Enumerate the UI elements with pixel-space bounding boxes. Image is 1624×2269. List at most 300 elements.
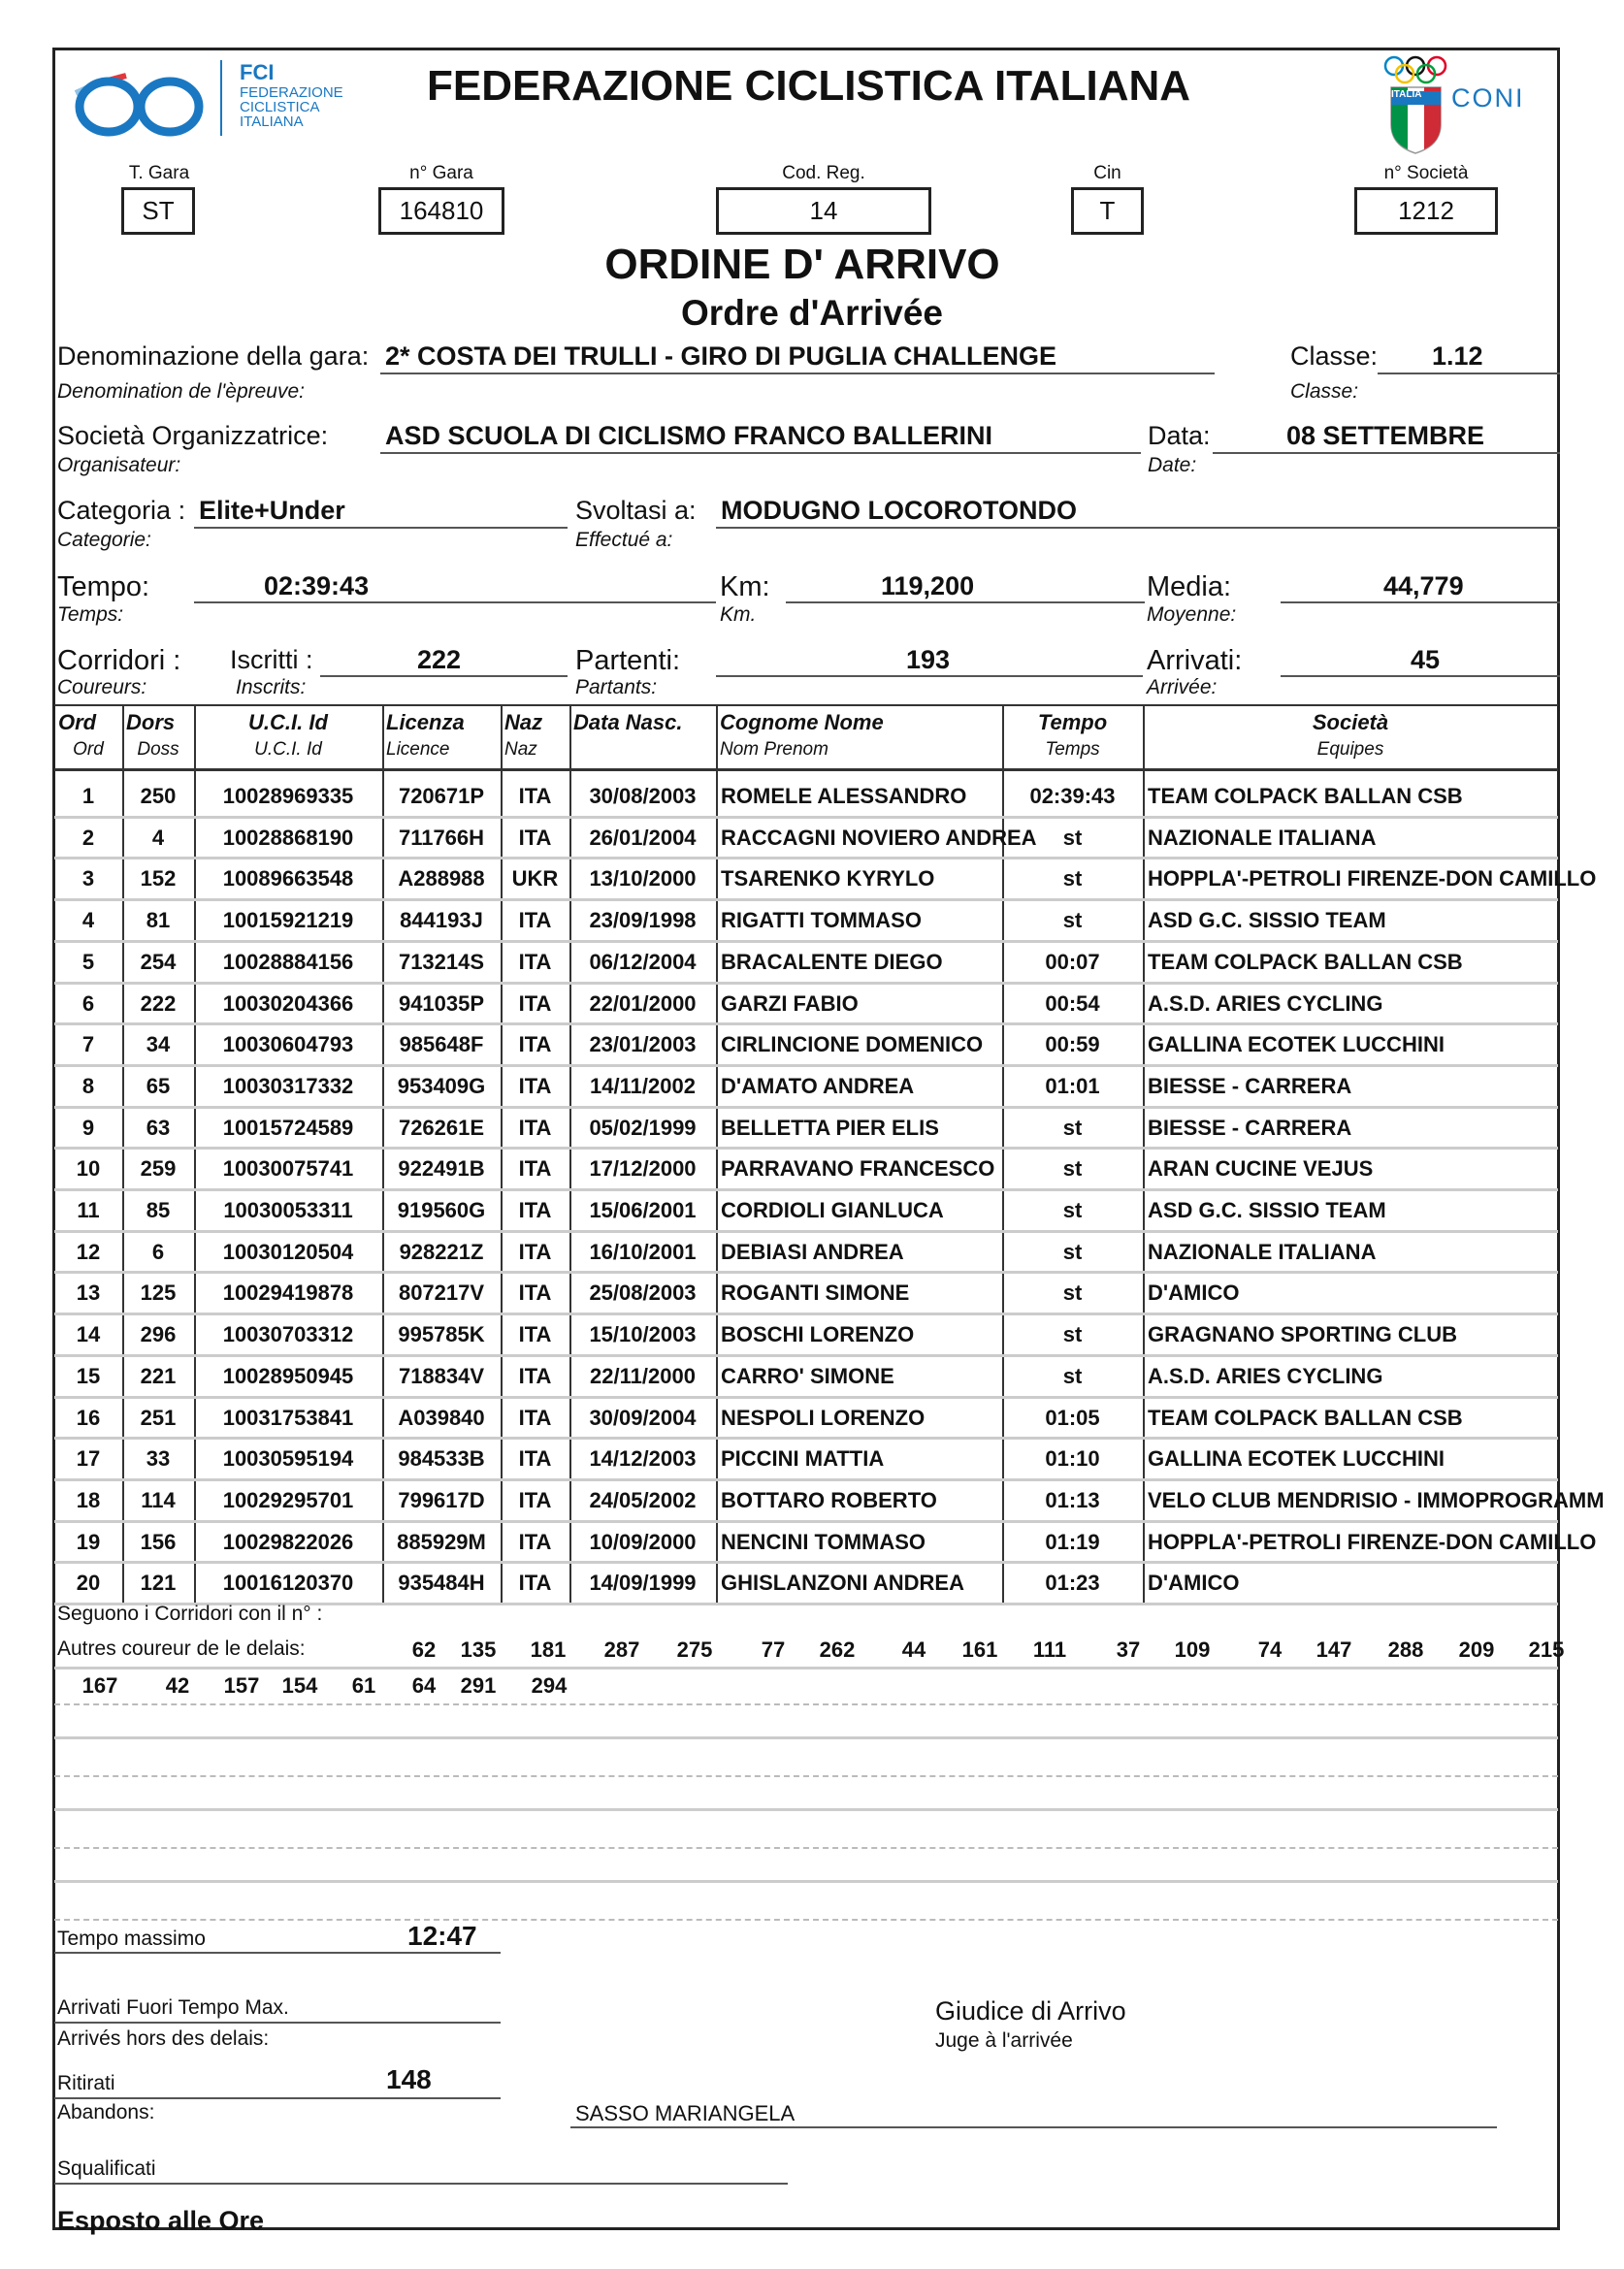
table-cell: 799617D — [398, 1487, 485, 1512]
part-sub: Partants: — [575, 676, 658, 698]
table-cell: A.S.D. ARIES CYCLING — [1148, 1363, 1383, 1388]
table-cell: 00:59 — [1045, 1032, 1100, 1057]
table-cell: 10028950945 — [222, 1363, 354, 1388]
table-cell: 10029295701 — [222, 1487, 354, 1512]
table-cell: 06/12/2004 — [589, 949, 697, 974]
column-header: Licenza — [386, 710, 465, 734]
table-row — [54, 1273, 1558, 1312]
table-cell: 10030604793 — [222, 1032, 354, 1057]
table-cell: 10030053311 — [223, 1198, 353, 1222]
table-cell: 02:39:43 — [1029, 784, 1116, 808]
table-row — [54, 1356, 1558, 1395]
classe-label: Classe: — [1290, 341, 1379, 371]
table-cell: ITA — [518, 1322, 552, 1347]
table-cell: CIRLINCIONE DOMENICO — [721, 1032, 984, 1057]
table-cell: st — [1062, 1156, 1083, 1182]
ritirati-label: Ritirati — [57, 2072, 115, 2094]
table-cell: GALLINA ECOTEK LUCCHINI — [1148, 1446, 1445, 1472]
table-cell: 984533B — [398, 1446, 485, 1472]
following-rule-line — [54, 1880, 1558, 1883]
table-cell: 14 — [76, 1322, 101, 1347]
table-cell: 152 — [140, 866, 177, 891]
table-cell: HOPPLA'-PETROLI FIRENZE-DON CAMILLO — [1148, 1529, 1597, 1554]
table-cell: 10028884156 — [222, 949, 354, 974]
giudice-label: Giudice di Arrivo — [935, 1996, 1126, 2026]
table-cell: 5 — [81, 949, 95, 974]
column-header: Data Nasc. — [573, 710, 683, 734]
table-cell: 24/05/2002 — [589, 1487, 697, 1512]
iscr-value: 222 — [417, 645, 462, 674]
table-cell: 30/09/2004 — [589, 1405, 697, 1430]
following-rule-line — [54, 1736, 1558, 1739]
table-row — [54, 1439, 1558, 1477]
t-gara-label: T. Gara — [128, 163, 190, 183]
table-row — [54, 1480, 1605, 1519]
table-cell: 922491B — [398, 1156, 485, 1182]
olympic-rings-icon — [1382, 54, 1450, 83]
table-cell: CARRO' SIMONE — [721, 1363, 894, 1388]
tempo-max-label: Tempo massimo — [57, 1928, 206, 1950]
table-cell: TEAM COLPACK BALLAN CSB — [1148, 949, 1463, 974]
column-header: Naz — [504, 710, 543, 734]
giudice-sub: Juge à l'arrivée — [935, 2029, 1073, 2052]
table-cell: ASD G.C. SISSIO TEAM — [1148, 908, 1386, 933]
data-value: 08 SETTEMBRE — [1286, 421, 1485, 450]
table-cell: NENCINI TOMMASO — [721, 1529, 926, 1554]
n-gara-label: n° Gara — [409, 163, 473, 183]
table-cell: 250 — [140, 784, 177, 808]
table-cell: st — [1062, 825, 1083, 850]
table-cell: ROMELE ALESSANDRO — [721, 784, 967, 808]
following-rule-line — [54, 1667, 1558, 1669]
sub-heading: Ordre d'Arrivée — [681, 293, 943, 333]
table-cell: st — [1062, 1322, 1083, 1347]
table-cell: A.S.D. ARIES CYCLING — [1148, 990, 1383, 1016]
table-cell: BIESSE - CARRERA — [1148, 1115, 1352, 1140]
table-cell: ITA — [518, 949, 552, 974]
table-cell: 01:01 — [1045, 1073, 1100, 1098]
table-cell: D'AMICO — [1148, 1280, 1240, 1306]
following-number: 42 — [165, 1673, 190, 1698]
table-cell: 4 — [81, 908, 95, 933]
table-cell: 985648F — [399, 1032, 484, 1057]
column-header: Dors — [126, 710, 176, 734]
data-label: Data: — [1148, 421, 1211, 450]
table-cell: 16/10/2001 — [589, 1239, 697, 1264]
table-cell: D'AMICO — [1148, 1571, 1240, 1596]
table-cell: 2 — [81, 825, 95, 850]
table-cell: 25/08/2003 — [589, 1280, 697, 1306]
table-cell: 10030075741 — [222, 1156, 354, 1182]
following-number: 44 — [901, 1637, 926, 1662]
column-header: Cognome Nome — [720, 710, 884, 734]
following-number: 64 — [411, 1673, 437, 1698]
following-number: 294 — [531, 1673, 568, 1698]
following-number: 215 — [1528, 1637, 1565, 1662]
table-cell: CORDIOLI GIANLUCA — [721, 1198, 944, 1222]
table-cell: ITA — [518, 908, 552, 933]
following-number: 109 — [1174, 1637, 1211, 1662]
cin-box: T — [1071, 187, 1144, 235]
table-cell: 10030703312 — [222, 1322, 354, 1347]
table-cell: 6 — [81, 990, 95, 1016]
table-cell: 259 — [140, 1156, 177, 1182]
fci-logo-icon — [68, 56, 213, 144]
following-rule-line — [54, 1847, 1558, 1849]
table-cell: 953409G — [397, 1073, 486, 1098]
table-cell: 121 — [140, 1571, 177, 1596]
following-number: 275 — [676, 1637, 713, 1662]
table-cell: 15/06/2001 — [589, 1198, 697, 1222]
table-cell: 125 — [140, 1280, 177, 1306]
table-cell: 17/12/2000 — [589, 1156, 697, 1182]
table-cell: 718834V — [398, 1363, 485, 1388]
tempo-value: 02:39:43 — [264, 571, 370, 600]
table-cell: RIGATTI TOMMASO — [721, 908, 922, 933]
table-cell: ITA — [518, 1032, 552, 1057]
page-title: FEDERAZIONE CICLISTICA ITALIANA — [427, 62, 1191, 110]
table-cell: 10029419878 — [222, 1280, 354, 1306]
fuori-label: Arrivati Fuori Tempo Max. — [57, 1996, 289, 2019]
table-cell: st — [1062, 1198, 1083, 1222]
table-cell: 844193J — [400, 908, 483, 933]
table-cell: 01:05 — [1045, 1405, 1100, 1430]
media-label: Media: — [1147, 571, 1232, 602]
table-cell: A288988 — [398, 866, 485, 891]
table-cell: 01:23 — [1045, 1571, 1100, 1596]
org-sub: Organisateur: — [57, 454, 181, 476]
corr-sub: Coureurs: — [57, 676, 147, 698]
table-row — [54, 942, 1558, 981]
fuori-sub: Arrivés hors des delais: — [57, 2027, 270, 2050]
table-cell: 30/08/2003 — [589, 784, 697, 808]
table-cell: 01:10 — [1045, 1446, 1100, 1472]
table-cell: st — [1062, 1280, 1083, 1306]
table-cell: 14/11/2002 — [590, 1073, 696, 1098]
table-cell: A039840 — [398, 1405, 485, 1430]
n-gara-box: 164810 — [378, 187, 504, 235]
column-header: U.C.I. Id — [248, 710, 328, 734]
table-cell: RACCAGNI NOVIERO ANDREA — [721, 825, 1037, 850]
table-cell: 18 — [76, 1487, 101, 1512]
table-cell: 19 — [76, 1529, 101, 1554]
table-row — [54, 984, 1558, 1022]
table-cell: 10030120504 — [222, 1239, 354, 1264]
table-cell: 15/10/2003 — [589, 1322, 697, 1347]
following-number: 291 — [460, 1673, 497, 1698]
column-header: Società — [1312, 710, 1389, 734]
table-cell: 00:07 — [1045, 949, 1100, 974]
tempo-sub: Temps: — [57, 603, 124, 626]
table-cell: 14/12/2003 — [589, 1446, 697, 1472]
table-cell: TEAM COLPACK BALLAN CSB — [1148, 784, 1463, 808]
table-cell: 23/09/1998 — [589, 908, 697, 933]
table-cell: 713214S — [398, 949, 485, 974]
coni-logo-text: CONI — [1451, 83, 1525, 113]
km-label: Km: — [720, 571, 770, 602]
table-row — [54, 1024, 1558, 1063]
classe-sub: Classe: — [1290, 380, 1359, 403]
column-header-sub: U.C.I. Id — [254, 739, 322, 760]
following-rule-line — [54, 1703, 1558, 1705]
table-cell: 935484H — [398, 1571, 485, 1596]
table-cell: 726261E — [398, 1115, 485, 1140]
media-value: 44,779 — [1383, 571, 1464, 600]
fci-logo-subtext: FEDERAZIONE CICLISTICA ITALIANA — [240, 84, 343, 130]
following-number: 288 — [1387, 1637, 1424, 1662]
n-societa-box: 1212 — [1354, 187, 1498, 235]
table-cell: 01:19 — [1045, 1529, 1100, 1554]
column-header-sub: Naz — [504, 739, 537, 760]
table-cell: NESPOLI LORENZO — [721, 1405, 926, 1430]
table-cell: ITA — [518, 1446, 552, 1472]
cod-reg-box: 14 — [716, 187, 931, 235]
table-cell: 10089663548 — [222, 866, 354, 891]
table-cell: NAZIONALE ITALIANA — [1148, 825, 1377, 850]
column-header-sub: Doss — [137, 739, 179, 760]
t-gara-box: ST — [121, 187, 195, 235]
table-cell: ITA — [518, 1405, 552, 1430]
table-cell: 10/09/2000 — [589, 1529, 697, 1554]
table-row — [54, 859, 1597, 897]
table-cell: TEAM COLPACK BALLAN CSB — [1148, 1405, 1463, 1430]
table-cell: 941035P — [398, 990, 485, 1016]
table-cell: 13 — [76, 1280, 101, 1306]
table-cell: 807217V — [398, 1280, 485, 1306]
table-cell: UKR — [511, 866, 559, 891]
table-cell: GARZI FABIO — [721, 990, 859, 1016]
table-cell: VELO CLUB MENDRISIO - IMMOPROGRAMM — [1148, 1487, 1605, 1512]
table-cell: 34 — [146, 1032, 171, 1057]
table-cell: BIESSE - CARRERA — [1148, 1073, 1352, 1098]
table-cell: 885929M — [397, 1529, 486, 1554]
table-cell: 63 — [146, 1115, 171, 1140]
table-cell: st — [1062, 908, 1083, 933]
table-cell: 928221Z — [399, 1239, 484, 1264]
table-cell: ITA — [518, 1198, 552, 1222]
table-row — [54, 1108, 1558, 1147]
table-cell: st — [1062, 1363, 1083, 1388]
column-header-sub: Ord — [73, 739, 104, 760]
table-cell: 22/11/2000 — [590, 1363, 696, 1388]
table-cell: ITA — [518, 825, 552, 850]
table-cell: 9 — [81, 1115, 95, 1140]
table-cell: 20 — [76, 1571, 101, 1596]
part-label: Partenti: — [575, 645, 680, 676]
table-cell: PARRAVANO FRANCESCO — [721, 1156, 995, 1182]
table-cell: 11 — [77, 1198, 100, 1222]
table-cell: BELLETTA PIER ELIS — [721, 1115, 939, 1140]
table-cell: 919560G — [397, 1198, 486, 1222]
table-cell: 85 — [146, 1198, 171, 1222]
table-cell: 01:13 — [1045, 1487, 1100, 1512]
table-cell: 254 — [140, 949, 177, 974]
column-header-sub: Licence — [386, 739, 450, 760]
corr-label: Corridori : — [57, 645, 181, 676]
table-row — [54, 1190, 1558, 1229]
iscr-sub: Inscrits: — [236, 676, 307, 698]
giudice-name: SASSO MARIANGELA — [575, 2101, 796, 2125]
table-cell: 16 — [76, 1405, 101, 1430]
table-cell: 26/01/2004 — [589, 825, 697, 850]
table-cell: D'AMATO ANDREA — [721, 1073, 915, 1098]
denom-label: Denominazione della gara: — [57, 341, 370, 371]
column-header-sub: Temps — [1045, 739, 1100, 760]
table-cell: ITA — [518, 1571, 552, 1596]
table-cell: 3 — [81, 866, 95, 891]
table-cell: 8 — [81, 1073, 95, 1098]
table-cell: 10030595194 — [222, 1446, 354, 1472]
following-rule-line — [54, 1919, 1558, 1921]
table-row — [54, 1563, 1558, 1602]
table-cell: TSARENKO KYRYLO — [721, 866, 935, 891]
media-sub: Moyenne: — [1147, 603, 1237, 626]
table-cell: 114 — [141, 1487, 176, 1512]
table-cell: 156 — [140, 1529, 177, 1554]
table-cell: 222 — [140, 990, 177, 1016]
table-cell: NAZIONALE ITALIANA — [1148, 1239, 1377, 1264]
org-value: ASD SCUOLA DI CICLISMO FRANCO BALLERINI — [385, 421, 992, 450]
table-cell: 12 — [76, 1239, 101, 1264]
cat-value: Elite+Under — [199, 496, 345, 525]
following-number: 74 — [1257, 1637, 1283, 1662]
denom-sub: Denomination de l'èpreuve: — [57, 380, 306, 403]
following-number: 61 — [351, 1673, 376, 1698]
following-number: 161 — [961, 1637, 998, 1662]
following-rule-line — [54, 1808, 1558, 1811]
following-number: 77 — [761, 1637, 786, 1662]
table-row — [54, 1398, 1558, 1437]
table-cell: BRACALENTE DIEGO — [721, 949, 943, 974]
abbandoni-label: Abandons: — [57, 2101, 155, 2123]
cod-reg-label: Cod. Reg. — [782, 163, 865, 183]
tempo-max-value: 12:47 — [407, 1921, 477, 1951]
following-number: 157 — [223, 1673, 260, 1698]
table-cell: 00:54 — [1045, 990, 1100, 1016]
org-label: Società Organizzatrice: — [57, 421, 329, 450]
table-cell: BOTTARO ROBERTO — [721, 1487, 937, 1512]
coni-italia-text: ITALIA — [1391, 89, 1422, 100]
arr-label: Arrivati: — [1147, 645, 1243, 676]
table-row — [54, 1066, 1558, 1105]
table-cell: BOSCHI LORENZO — [721, 1322, 915, 1347]
table-cell: 15 — [76, 1363, 101, 1388]
table-cell: 10 — [76, 1156, 101, 1182]
table-cell: 7 — [81, 1032, 95, 1057]
column-header-sub: Nom Prenom — [720, 739, 828, 760]
table-cell: 22/01/2000 — [589, 990, 697, 1016]
table-cell: GRAGNANO SPORTING CLUB — [1148, 1322, 1457, 1347]
table-cell: ITA — [518, 784, 552, 808]
table-cell: ITA — [518, 1115, 552, 1140]
table-cell: 711766H — [398, 825, 485, 850]
table-cell: 251 — [140, 1405, 177, 1430]
table-row — [54, 1314, 1558, 1353]
table-cell: ITA — [518, 1239, 552, 1264]
table-cell: st — [1062, 1115, 1083, 1140]
km-sub: Km. — [720, 603, 757, 626]
table-cell: ITA — [518, 1363, 552, 1388]
table-cell: 10028868190 — [222, 825, 354, 850]
svolt-sub: Effectué a: — [575, 529, 673, 551]
table-cell: st — [1062, 866, 1083, 891]
following-number: 62 — [411, 1637, 437, 1662]
following-number: 147 — [1315, 1637, 1352, 1662]
table-cell: 6 — [151, 1239, 165, 1264]
table-cell: ITA — [518, 1156, 552, 1182]
table-cell: 13/10/2000 — [589, 866, 697, 891]
table-cell: GHISLANZONI ANDREA — [721, 1571, 964, 1596]
following-number: 111 — [1032, 1637, 1067, 1662]
table-cell: 81 — [146, 908, 171, 933]
table-cell: 1 — [81, 784, 95, 808]
table-cell: 10028969335 — [222, 784, 354, 808]
table-row — [54, 818, 1558, 857]
table-cell: 720671P — [398, 784, 485, 808]
table-cell: 33 — [146, 1446, 171, 1472]
squal-label: Squalificati — [57, 2157, 156, 2180]
table-cell: 10016120370 — [222, 1571, 354, 1596]
table-row — [54, 1232, 1558, 1271]
following-number: 154 — [281, 1673, 318, 1698]
table-cell: DEBIASI ANDREA — [721, 1239, 904, 1264]
following-number: 287 — [603, 1637, 640, 1662]
classe-value: 1.12 — [1432, 341, 1483, 371]
table-cell: 10029822026 — [222, 1529, 354, 1554]
tempo-label: Tempo: — [57, 571, 150, 602]
table-cell: ROGANTI SIMONE — [721, 1280, 910, 1306]
table-cell: ARAN CUCINE VEJUS — [1148, 1156, 1374, 1182]
table-cell: ITA — [518, 1280, 552, 1306]
table-row — [54, 1149, 1558, 1187]
fci-logo-text: FCI — [240, 60, 275, 84]
following-number: 167 — [81, 1673, 118, 1698]
following-number: 262 — [819, 1637, 856, 1662]
table-cell: 65 — [146, 1073, 171, 1098]
part-value: 193 — [906, 645, 951, 674]
table-cell: HOPPLA'-PETROLI FIRENZE-DON CAMILLO — [1148, 866, 1597, 891]
table-cell: 10015921219 — [222, 908, 354, 933]
table-cell: ITA — [518, 1487, 552, 1512]
data-sub: Date: — [1148, 454, 1197, 476]
table-cell: 10030204366 — [222, 990, 354, 1016]
table-cell: 05/02/1999 — [589, 1115, 697, 1140]
table-cell: 296 — [140, 1322, 177, 1347]
following-number: 37 — [1116, 1637, 1141, 1662]
cin-label: Cin — [1093, 163, 1121, 183]
table-cell: ASD G.C. SISSIO TEAM — [1148, 1198, 1386, 1222]
table-header-line — [54, 768, 1558, 771]
following-number: 209 — [1458, 1637, 1495, 1662]
column-header: Ord — [58, 710, 97, 734]
table-cell: PICCINI MATTIA — [721, 1446, 885, 1472]
table-cell: ITA — [518, 990, 552, 1016]
table-cell: GALLINA ECOTEK LUCCHINI — [1148, 1032, 1445, 1057]
table-cell: 17 — [76, 1446, 101, 1472]
column-header-sub: Equipes — [1316, 739, 1384, 760]
cat-label: Categoria : — [57, 496, 186, 525]
denom-value: 2* COSTA DEI TRULLI - GIRO DI PUGLIA CHALLENGE — [385, 341, 1057, 371]
cat-sub: Categorie: — [57, 529, 151, 551]
following-label: Seguono i Corridori con il n° : — [57, 1603, 323, 1625]
table-cell: 23/01/2003 — [589, 1032, 697, 1057]
table-cell: ITA — [518, 1529, 552, 1554]
arr-sub: Arrivée: — [1147, 676, 1218, 698]
fci-divider — [220, 60, 222, 136]
following-label-fr: Autres coureur de le delais: — [57, 1637, 306, 1660]
following-number: 135 — [460, 1637, 497, 1662]
table-cell: 14/09/1999 — [589, 1571, 697, 1596]
